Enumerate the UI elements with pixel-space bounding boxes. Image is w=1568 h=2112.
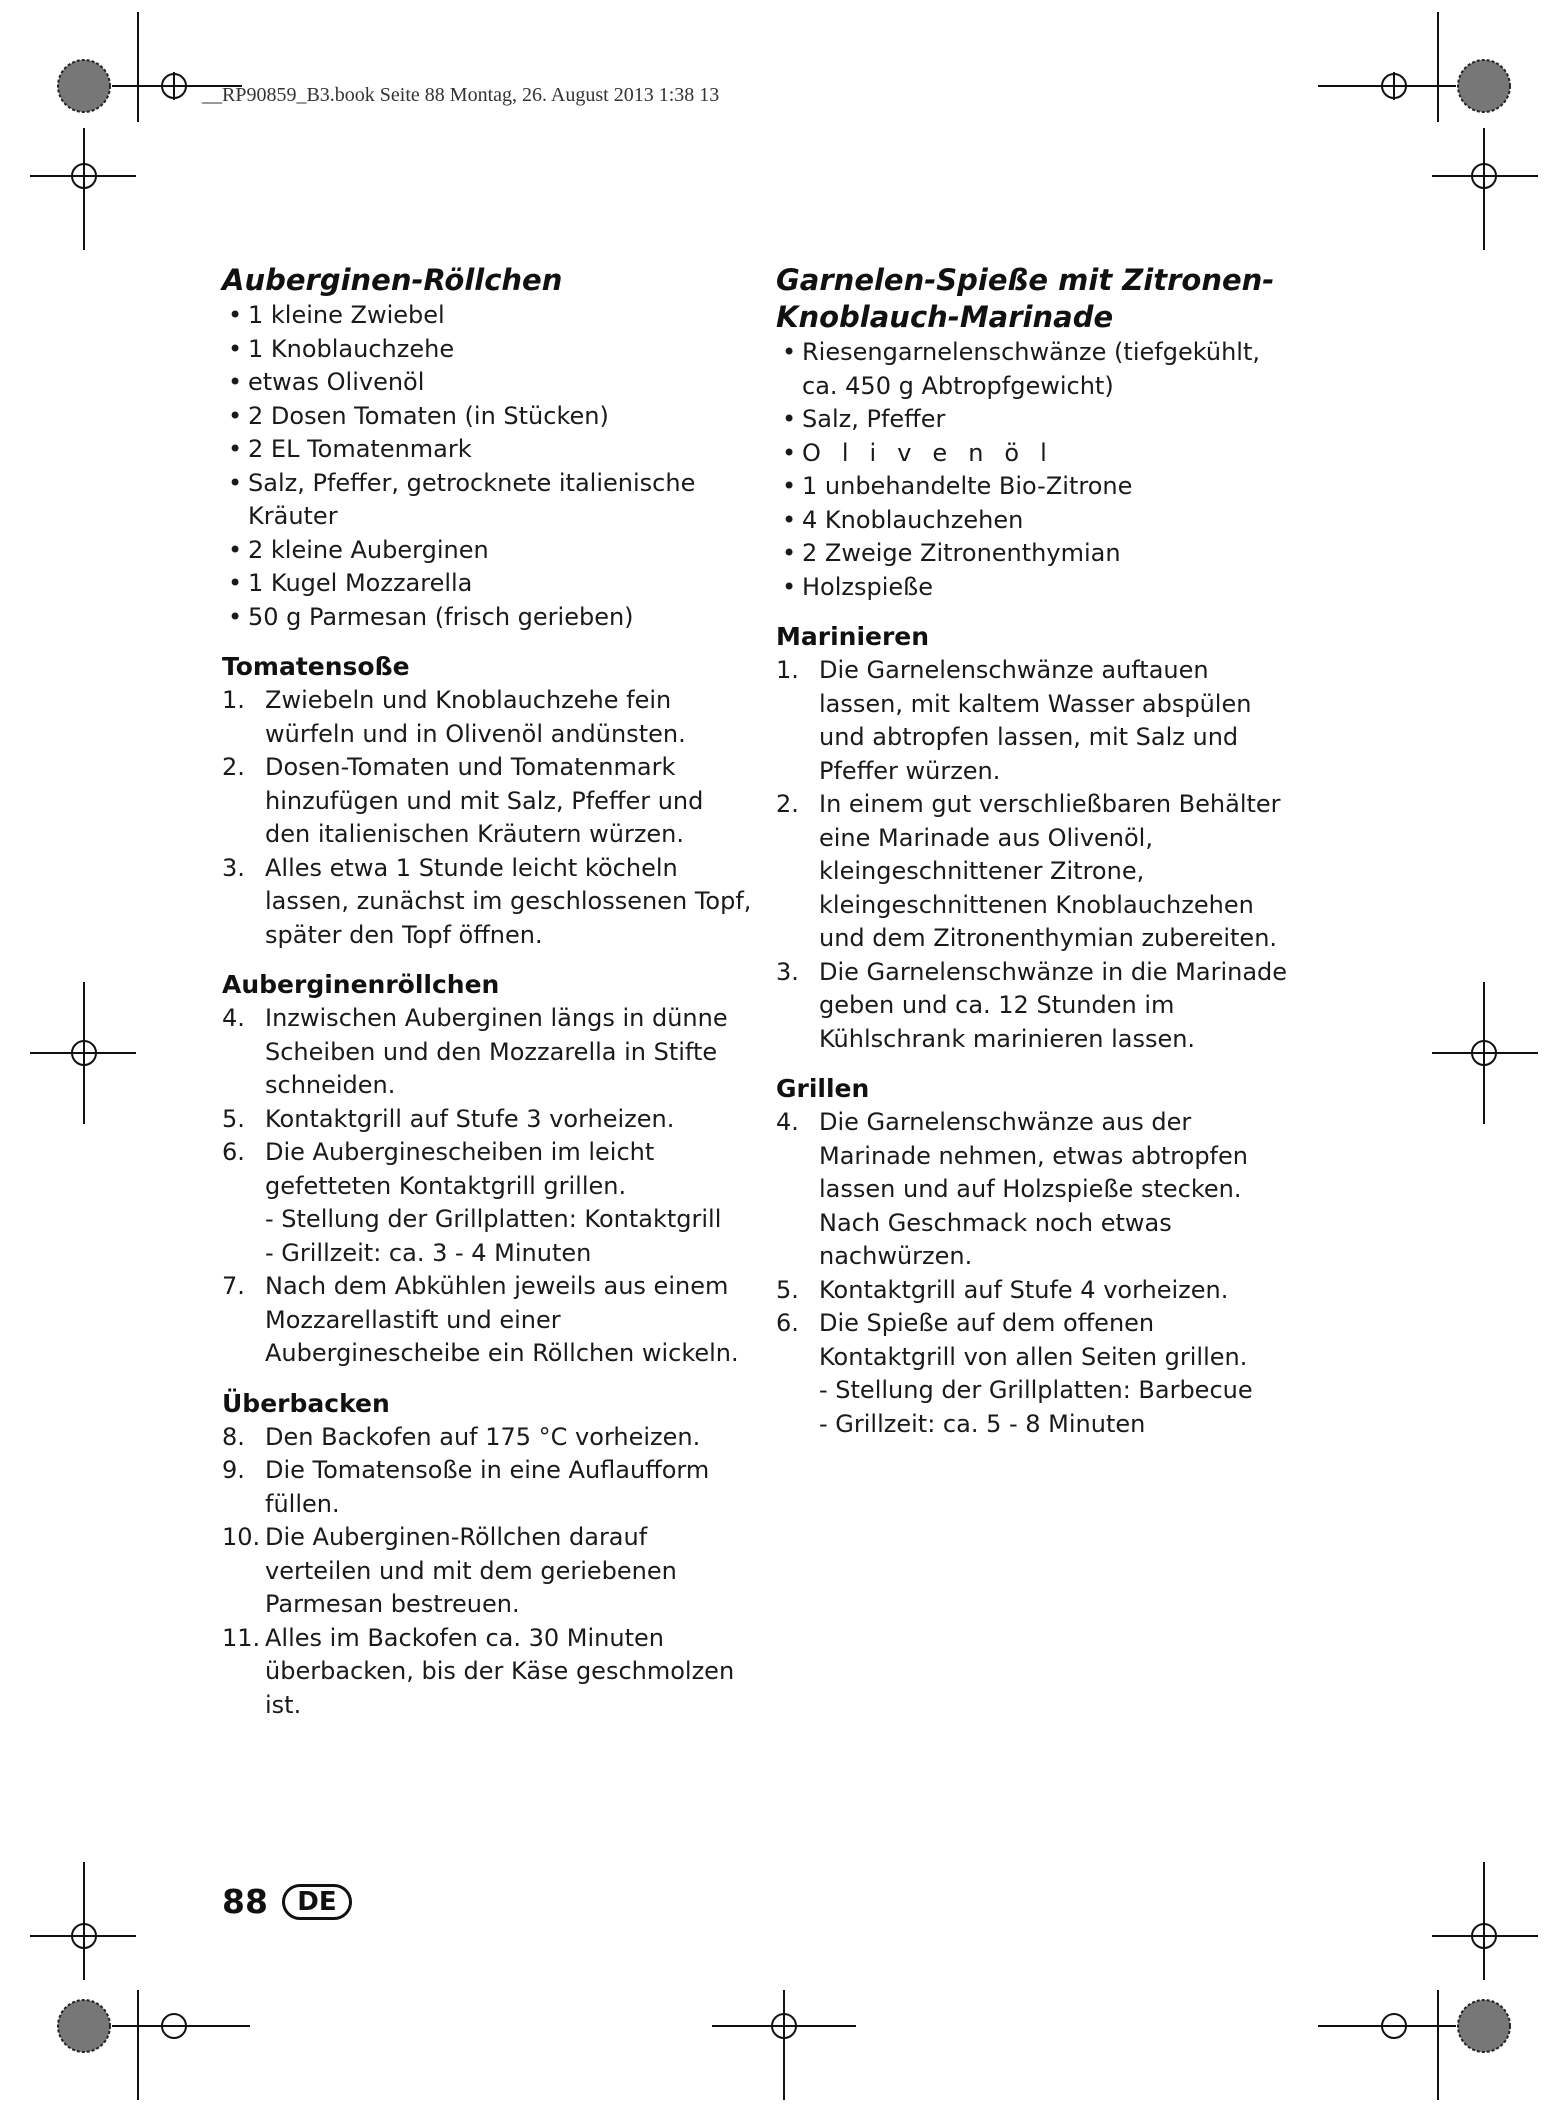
ingredient-item: • Riesengarnelenschwänze (tiefgekühlt, ca. 450 g Abtropfgewicht) <box>776 336 1296 403</box>
ingredient-item: • Olivenöl <box>776 437 1296 471</box>
step-number: 7. <box>222 1272 245 1300</box>
crosshair-icon <box>30 1862 136 1980</box>
step-number: 4. <box>222 1004 245 1032</box>
ingredient-item: • 2 Zweige Zitronenthymian <box>776 537 1296 571</box>
ingredient-item: • Holzspieße <box>776 571 1296 605</box>
step-detail: - Stellung der Grillplatten: Barbecue <box>819 1376 1253 1404</box>
ingredient-item: • 1 Kugel Mozzarella <box>222 567 752 601</box>
step-text: In einem gut verschließbaren Behälter eine Marinade aus Olivenöl, kleingeschnittener Zitrone, kleingeschnittenen Knoblauchzehen und dem Zitronenthymian zubereiten. <box>819 790 1281 952</box>
step-number: 2. <box>222 753 245 781</box>
step-list <box>222 1421 752 1723</box>
step-item <box>222 1270 752 1371</box>
step-text: Die Garnelenschwänze auftauen lassen, mit kaltem Wasser abspülen und abtropfen lassen, mit Salz und Pfeffer würzen. <box>819 656 1252 785</box>
step-number: 9. <box>222 1456 245 1484</box>
step-text: Die Spieße auf dem offenen Kontaktgrill von allen Seiten grillen. <box>819 1309 1248 1371</box>
step-item <box>776 1106 1296 1274</box>
ingredient-item: • 1 Knoblauchzehe <box>222 333 752 367</box>
step-text: Die Tomatensoße in eine Auflaufform füllen. <box>265 1456 710 1518</box>
step-number: 6. <box>222 1138 245 1166</box>
step-item <box>222 852 752 953</box>
section-title: Tomatensoße <box>222 652 410 681</box>
ingredient-item: • 2 kleine Auberginen <box>222 534 752 568</box>
ingredient-item: • etwas Olivenöl <box>222 366 752 400</box>
ingredient-item: • 2 EL Tomatenmark <box>222 433 752 467</box>
crosshair-icon <box>1432 982 1538 1124</box>
step-text: Kontaktgrill auf Stufe 4 vorheizen. <box>819 1275 1229 1304</box>
step-list <box>222 1002 752 1371</box>
registration-starburst-icon <box>58 2000 110 2052</box>
page-number: 88 <box>222 1882 268 1921</box>
step-item <box>222 684 752 751</box>
step-list <box>222 684 752 952</box>
page-footer <box>222 1882 352 1921</box>
step-number: 5. <box>222 1104 245 1133</box>
step-list <box>776 654 1296 1056</box>
ingredient-item: • 50 g Parmesan (frisch gerieben) <box>222 601 752 635</box>
step-item <box>776 1274 1296 1308</box>
ingredient-item: • 1 kleine Zwiebel <box>222 299 752 333</box>
crosshair-icon <box>1432 1862 1538 1980</box>
step-item <box>222 1136 752 1270</box>
section-title: Auberginenröllchen <box>222 970 500 999</box>
step-item <box>222 1454 752 1521</box>
section-title: Grillen <box>776 1074 870 1103</box>
step-number: 1. <box>776 656 799 684</box>
step-item <box>776 654 1296 788</box>
crosshair-icon <box>1432 128 1538 250</box>
step-text: Die Auberginescheiben im leicht gefetteten Kontaktgrill grillen. <box>265 1138 655 1200</box>
ingredient-item: • 4 Knoblauchzehen <box>776 504 1296 538</box>
crosshair-icon <box>1318 12 1456 122</box>
step-text: Den Backofen auf 175 °C vorheizen. <box>265 1422 701 1451</box>
step-text: Die Garnelenschwänze in die Marinade geben und ca. 12 Stunden im Kühlschrank marinieren lassen. <box>819 957 1288 1053</box>
ingredient-item: • Salz, Pfeffer, getrocknete italienische Kräuter <box>222 467 752 534</box>
crosshair-icon <box>30 128 136 250</box>
ingredient-list <box>222 299 752 634</box>
step-text: Alles im Backofen ca. 30 Minuten überbacken, bis der Käse geschmolzen ist. <box>265 1623 735 1719</box>
crosshair-icon <box>112 1990 250 2100</box>
step-number: 3. <box>222 853 245 882</box>
step-item <box>222 751 752 852</box>
step-number: 11. <box>222 1623 261 1652</box>
ingredient-item: • 2 Dosen Tomaten (in Stücken) <box>222 400 752 434</box>
ingredient-item: • Salz, Pfeffer <box>776 403 1296 437</box>
step-item <box>222 1521 752 1622</box>
recipe-title: Garnelen-Spieße mit Zitronen-Knoblauch-Marinade <box>776 263 1275 334</box>
ingredient-list <box>776 336 1296 604</box>
crosshair-icon <box>1318 1990 1456 2100</box>
step-number: 8. <box>222 1422 245 1451</box>
step-item <box>776 956 1296 1057</box>
ingredient-item: • 1 unbehandelte Bio-Zitrone <box>776 470 1296 504</box>
registration-starburst-icon <box>58 60 110 112</box>
step-item <box>776 1307 1296 1441</box>
section-title: Marinieren <box>776 622 930 651</box>
section-title: Überbacken <box>222 1388 390 1418</box>
step-list <box>776 1106 1296 1441</box>
registration-starburst-icon <box>1458 2000 1510 2052</box>
step-number: 1. <box>222 686 245 714</box>
step-number: 3. <box>776 957 799 986</box>
step-number: 4. <box>776 1108 799 1136</box>
step-item <box>222 1103 752 1137</box>
step-text: Dosen-Tomaten und Tomatenmark hinzufügen und mit Salz, Pfeffer und den italienischen Kräutern würzen. <box>265 753 704 848</box>
step-detail: - Stellung der Grillplatten: Kontaktgrill <box>265 1205 722 1233</box>
step-text: Die Auberginen-Röllchen darauf verteilen und mit dem geriebenen Parmesan bestreuen. <box>265 1523 677 1618</box>
print-file-info: __RP90859_B3.book Seite 88 Montag, 26. August 2013 1:38 13 <box>202 84 720 106</box>
recipe-title: Auberginen-Röllchen <box>222 263 563 297</box>
registration-starburst-icon <box>1458 60 1510 112</box>
step-item <box>776 788 1296 956</box>
language-badge: DE <box>282 1884 352 1920</box>
step-text: Die Garnelenschwänze aus der Marinade nehmen, etwas abtropfen lassen und auf Holzspieße stecken. Nach Geschmack noch etwas nachwürzen. <box>819 1108 1248 1270</box>
step-text: Zwiebeln und Knoblauchzehe fein würfeln und in Olivenöl andünsten. <box>265 686 686 748</box>
step-number: 10. <box>222 1523 261 1551</box>
step-number: 5. <box>776 1275 799 1304</box>
step-detail: - Grillzeit: ca. 5 - 8 Minuten <box>819 1409 1146 1438</box>
step-text: Nach dem Abkühlen jeweils aus einem Mozzarellastift und einer Auberginescheibe ein Röllchen wickeln. <box>265 1272 739 1367</box>
step-item <box>222 1421 752 1455</box>
step-item <box>222 1622 752 1723</box>
step-item <box>222 1002 752 1103</box>
recipe-garnelen <box>776 262 1296 1441</box>
step-number: 6. <box>776 1309 799 1337</box>
recipe-auberginen <box>222 262 752 1722</box>
step-detail: - Grillzeit: ca. 3 - 4 Minuten <box>265 1238 592 1267</box>
step-number: 2. <box>776 790 799 818</box>
crosshair-icon <box>30 982 136 1124</box>
crosshair-icon <box>712 1990 856 2100</box>
step-text: Kontaktgrill auf Stufe 3 vorheizen. <box>265 1104 675 1133</box>
step-text: Inzwischen Auberginen längs in dünne Scheiben und den Mozzarella in Stifte schneiden. <box>265 1004 728 1099</box>
step-text: Alles etwa 1 Stunde leicht köcheln lassen, zunächst im geschlossenen Topf, später den Topf öffnen. <box>265 853 752 949</box>
